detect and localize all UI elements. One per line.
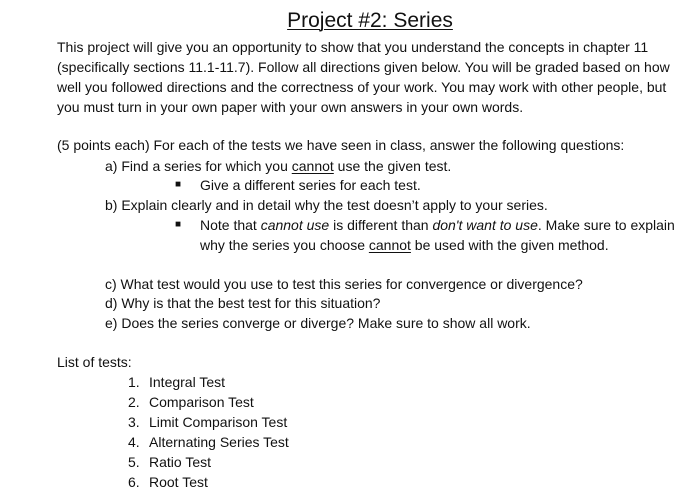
list-item bbox=[128, 392, 289, 412]
note-part: . Make sure to explain why the series you choose bbox=[200, 217, 675, 253]
test-name: Limit Comparison Test bbox=[149, 414, 288, 430]
list-number: 3. bbox=[128, 414, 140, 430]
test-name: Root Test bbox=[149, 474, 208, 490]
test-name: Alternating Series Test bbox=[149, 434, 289, 450]
list-number: 5. bbox=[128, 454, 140, 470]
list-number: 4. bbox=[128, 434, 140, 450]
list-number: 6. bbox=[128, 474, 140, 490]
note-italic-dont-want: don't want to use bbox=[432, 217, 538, 233]
list-number: 2. bbox=[128, 394, 140, 410]
question-e: e) Does the series converge or diverge? Make sure to show all work. bbox=[105, 315, 531, 331]
tests-heading: List of tests: bbox=[57, 354, 132, 370]
question-d: d) Why is that the best test for this situation? bbox=[105, 295, 381, 311]
list-item bbox=[128, 472, 289, 492]
question-a-prefix: a) Find a series for which you bbox=[105, 158, 292, 174]
tests-list bbox=[128, 372, 289, 492]
note-part: Note that bbox=[200, 217, 261, 233]
question-a-suffix: use the given test. bbox=[333, 158, 452, 174]
instructions-line: (5 points each) For each of the tests we have seen in class, answer the following questions: bbox=[57, 137, 625, 153]
page-title: Project #2: Series bbox=[287, 9, 453, 32]
list-item bbox=[128, 372, 289, 392]
test-name: Ratio Test bbox=[149, 454, 211, 470]
list-number: 1. bbox=[128, 374, 140, 390]
list-item bbox=[128, 432, 289, 452]
question-b: b) Explain clearly and in detail why the test doesn’t apply to your series. bbox=[105, 197, 548, 213]
list-item bbox=[128, 452, 289, 472]
intro-paragraph: This project will give you an opportunity to show that you understand the concepts in chapter 11 (specifically sections 11.1-11.7). Follow all directions given below. You will be graded based on how well you followed directions and the correctness of your work. You may work with other people, but you must turn in your own paper with your own answers in your own words. bbox=[57, 39, 670, 115]
question-a-emphasis: cannot bbox=[291, 158, 334, 174]
list-item bbox=[128, 412, 289, 432]
note-part: be used with the given method. bbox=[410, 237, 609, 253]
note-part: is different than bbox=[329, 217, 433, 233]
question-a-bullet-text: Give a different series for each test. bbox=[200, 177, 421, 193]
square-bullet-icon: ■ bbox=[175, 219, 182, 230]
question-b-note bbox=[200, 215, 680, 255]
note-italic-cannot-use: cannot use bbox=[260, 217, 330, 233]
question-c: c) What test would you use to test this series for convergence or divergence? bbox=[105, 276, 583, 292]
question-a bbox=[105, 156, 451, 176]
note-underlined-cannot: cannot bbox=[368, 237, 411, 253]
test-name: Integral Test bbox=[149, 374, 226, 390]
test-name: Comparison Test bbox=[149, 394, 254, 410]
square-bullet-icon: ■ bbox=[175, 179, 182, 190]
